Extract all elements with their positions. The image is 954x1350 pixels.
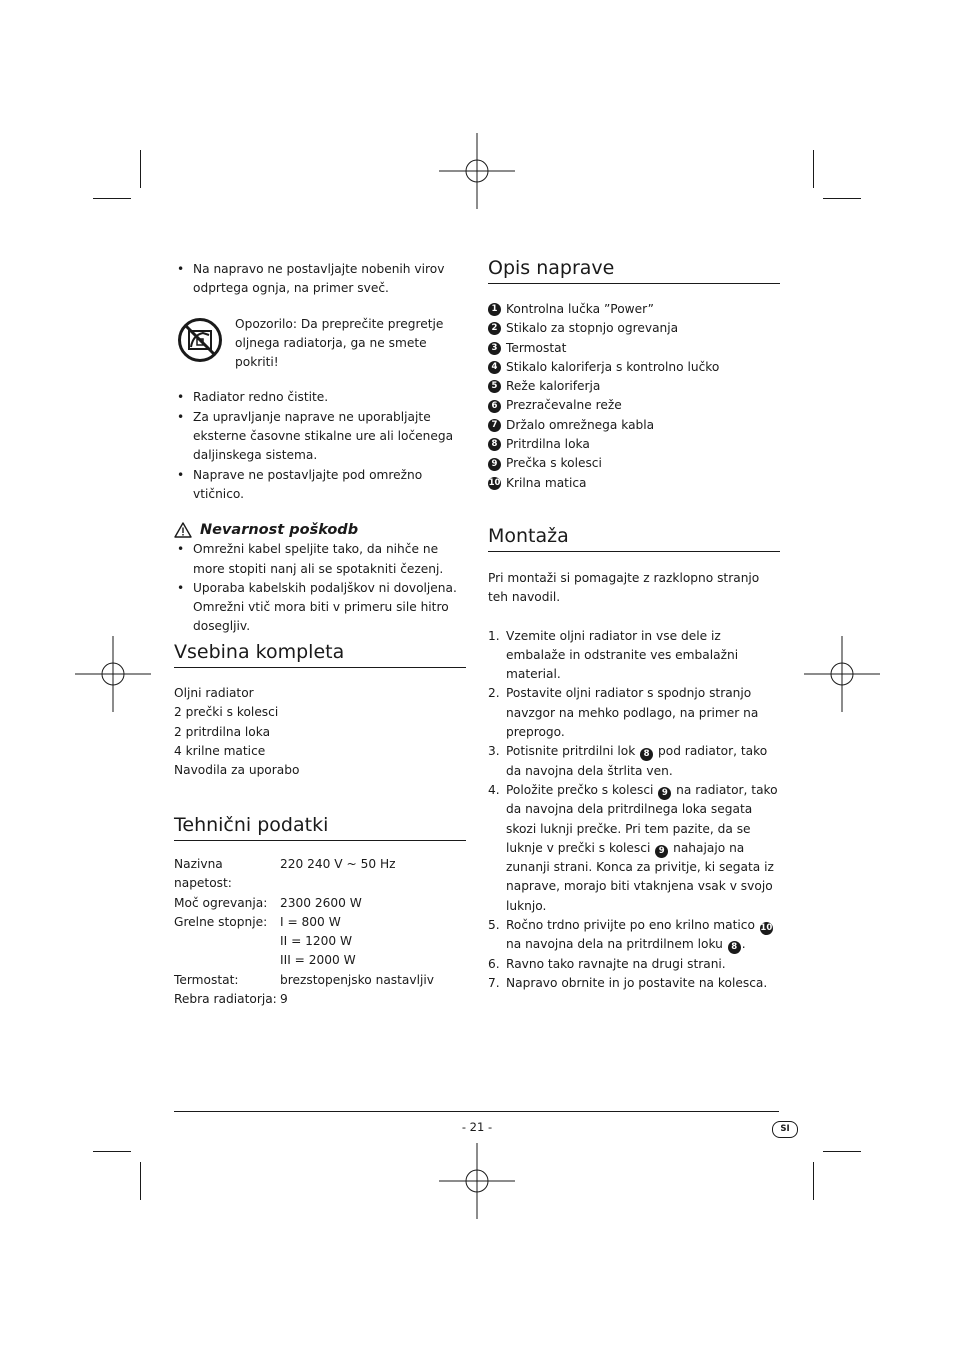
- list-item: • Na napravo ne postavljajte nobenih virov odprtega ognja, na primer sveč.: [174, 260, 466, 299]
- parts-section: [488, 256, 780, 493]
- step-text: Položite prečko s kolesci: [506, 782, 658, 797]
- spec-value: III = 2000 W: [280, 953, 356, 968]
- registration-mark-icon: [804, 636, 880, 712]
- tech-section: [174, 813, 466, 1009]
- part-number-badge: 4: [488, 361, 501, 374]
- step-text: Ročno trdno privijte po eno krilno matico: [506, 918, 759, 933]
- step-number: 3.: [488, 744, 500, 759]
- left-column: [174, 260, 466, 637]
- list-item: • Za upravljanje naprave ne uporabljajte eksterne časovne stikalne ure ali ločenega daljinskega sistema.: [174, 408, 466, 466]
- step-text: .: [741, 937, 746, 952]
- part-label: Termostat: [506, 340, 567, 355]
- step-text: Napravo obrnite in jo postavite na kolesca.: [506, 975, 768, 990]
- part-item: [488, 358, 780, 377]
- part-label: Prezračevalne reže: [506, 398, 622, 413]
- part-item: [488, 454, 780, 473]
- step-text: Vzemite oljni radiator in vse dele iz embalaže in odstranite ves embalažni material.: [506, 628, 739, 682]
- assembly-heading: Montaža: [488, 524, 780, 552]
- safety-bullets: [174, 260, 466, 299]
- part-label: Kontrolna lučka ”Power”: [506, 302, 654, 316]
- part-item: [488, 319, 780, 338]
- assembly-step: [488, 955, 780, 974]
- part-item: [488, 377, 780, 396]
- assembly-step: [488, 627, 780, 685]
- part-label: Držalo omrežnega kabla: [506, 417, 655, 432]
- spec-label: [174, 932, 280, 951]
- spec-table: [174, 855, 466, 1009]
- assembly-steps: [488, 627, 780, 994]
- page-number: - 21 -: [461, 1120, 493, 1134]
- contents-list: [174, 684, 466, 780]
- part-number-badge: 9: [488, 458, 501, 471]
- spec-label: Rebra radiatorja:: [174, 992, 277, 1007]
- part-ref-badge: 9: [655, 845, 668, 858]
- part-label: Stikalo kaloriferja s kontrolno lučko: [506, 359, 720, 374]
- step-text: nahajajo na zunanji strani. Konca za privitje, ki segata iz naprave, morajo biti vtaknjena vsak v svojo luknjo.: [506, 840, 774, 913]
- step-text: na radiator, tako da navojna dela pritrdilnega loka segata skozi luknji prečke. Pri tem pazite, da se luknje v prečki s kolesci: [506, 782, 778, 855]
- crop-mark: [140, 1162, 141, 1200]
- part-item: [488, 300, 780, 319]
- part-item: [488, 396, 780, 415]
- step-text: Postavite oljni radiator s spodnjo stranjo navzgor na mehko podlago, na primer na preprogo.: [506, 686, 759, 740]
- do-not-cover-icon: [177, 317, 223, 363]
- step-number: 6.: [488, 956, 500, 971]
- hazard-title: Nevarnost poškodb: [200, 522, 359, 539]
- part-ref-badge: 10: [760, 923, 773, 934]
- part-label: Pritrdilna loka: [506, 437, 590, 452]
- part-number-badge: 10: [488, 477, 501, 488]
- registration-mark-icon: [75, 636, 151, 712]
- spec-label: Grelne stopnje:: [174, 914, 268, 929]
- part-ref-badge: 9: [658, 787, 671, 800]
- part-item: [488, 474, 780, 493]
- spec-value: brezstopenjsko nastavljiv: [280, 972, 434, 987]
- contents-section: [174, 640, 466, 780]
- assembly-section: [488, 524, 780, 993]
- crop-mark: [813, 150, 814, 188]
- part-number-badge: 2: [488, 322, 501, 335]
- spec-label: Moč ogrevanja:: [174, 895, 268, 910]
- contents-item: 2 pritrdilna loka: [174, 724, 271, 739]
- part-number-badge: 5: [488, 380, 501, 393]
- warning-triangle-icon: [174, 522, 192, 538]
- spec-value: 220 240 V ~ 50 Hz: [280, 857, 396, 871]
- footer-rule: [174, 1111, 779, 1112]
- step-text: Ravno tako ravnajte na drugi strani.: [506, 956, 726, 971]
- hazard-bullets: [174, 540, 466, 636]
- part-ref-badge: 8: [728, 941, 741, 954]
- warning-text: Opozorilo: Da preprečite pregretje oljnega radiatorja, ga ne smete pokriti!: [235, 316, 444, 370]
- spec-label: Termostat:: [174, 972, 239, 987]
- part-number-badge: 6: [488, 400, 501, 413]
- contents-item: 2 prečki s kolesci: [174, 705, 279, 720]
- part-item: [488, 339, 780, 358]
- crop-mark: [140, 150, 141, 188]
- part-label: Reže kaloriferja: [506, 379, 601, 394]
- step-text: pod radiator, tako da navojna dela štrlita ven.: [506, 744, 768, 778]
- assembly-step: [488, 684, 780, 742]
- tech-heading: Tehnični podatki: [174, 813, 466, 841]
- part-item: [488, 435, 780, 454]
- part-number-badge: 3: [488, 342, 501, 355]
- step-number: 1.: [488, 628, 500, 643]
- spec-value: 9: [280, 992, 288, 1007]
- contents-heading: Vsebina kompleta: [174, 640, 466, 668]
- contents-item: 4 krilne matice: [174, 743, 266, 758]
- part-label: Krilna matica: [506, 475, 587, 490]
- crop-mark: [823, 1151, 861, 1152]
- assembly-step: [488, 742, 780, 781]
- list-item: • Uporaba kabelskih podaljškov ni dovoljena. Omrežni vtič mora biti v primeru sile hitro dosegljiv.: [174, 579, 466, 637]
- list-item: • Naprave ne postavljajte pod omrežno vtičnico.: [174, 466, 466, 505]
- spec-value: 2300 2600 W: [280, 895, 362, 910]
- contents-item: Oljni radiator: [174, 686, 254, 700]
- assembly-step: [488, 916, 780, 955]
- part-number-badge: 7: [488, 419, 501, 432]
- parts-heading: Opis naprave: [488, 256, 780, 284]
- step-number: 4.: [488, 782, 500, 797]
- assembly-step: [488, 781, 780, 916]
- list-item: • Radiator redno čistite.: [174, 388, 466, 407]
- part-ref-badge: 8: [640, 748, 653, 761]
- step-text: na navojna dela na pritrdilnem loku: [506, 937, 727, 952]
- parts-list: [488, 300, 780, 493]
- step-text: Potisnite pritrdilni lok: [506, 744, 640, 759]
- registration-mark-icon: [439, 1143, 515, 1219]
- crop-mark: [93, 198, 131, 199]
- contents-item: Navodila za uporabo: [174, 763, 300, 778]
- part-number-badge: 1: [488, 303, 501, 316]
- part-label: Stikalo za stopnjo ogrevanja: [506, 321, 679, 336]
- cover-warning: [174, 315, 466, 373]
- list-item: • Omrežni kabel speljite tako, da nihče ne more stopiti nanj ali se spotakniti čezenj.: [174, 540, 466, 579]
- hazard-heading: [174, 520, 466, 540]
- part-item: [488, 416, 780, 435]
- spec-label: [174, 951, 280, 970]
- spec-value: I = 800 W: [280, 914, 341, 929]
- spec-value: II = 1200 W: [280, 934, 353, 949]
- language-badge: SI: [772, 1121, 798, 1138]
- assembly-step: [488, 974, 780, 993]
- assembly-intro: Pri montaži si pomagajte z razklopno stranjo teh navodil.: [488, 571, 760, 605]
- crop-mark: [93, 1151, 131, 1152]
- step-number: 7.: [488, 975, 500, 990]
- part-label: Prečka s kolesci: [506, 456, 602, 471]
- care-bullets: [174, 388, 466, 504]
- registration-mark-icon: [439, 133, 515, 209]
- spec-label: Nazivna napetost:: [174, 857, 232, 891]
- crop-mark: [823, 198, 861, 199]
- step-number: 2.: [488, 686, 500, 701]
- step-number: 5.: [488, 918, 500, 933]
- part-number-badge: 8: [488, 438, 501, 451]
- crop-mark: [813, 1162, 814, 1200]
